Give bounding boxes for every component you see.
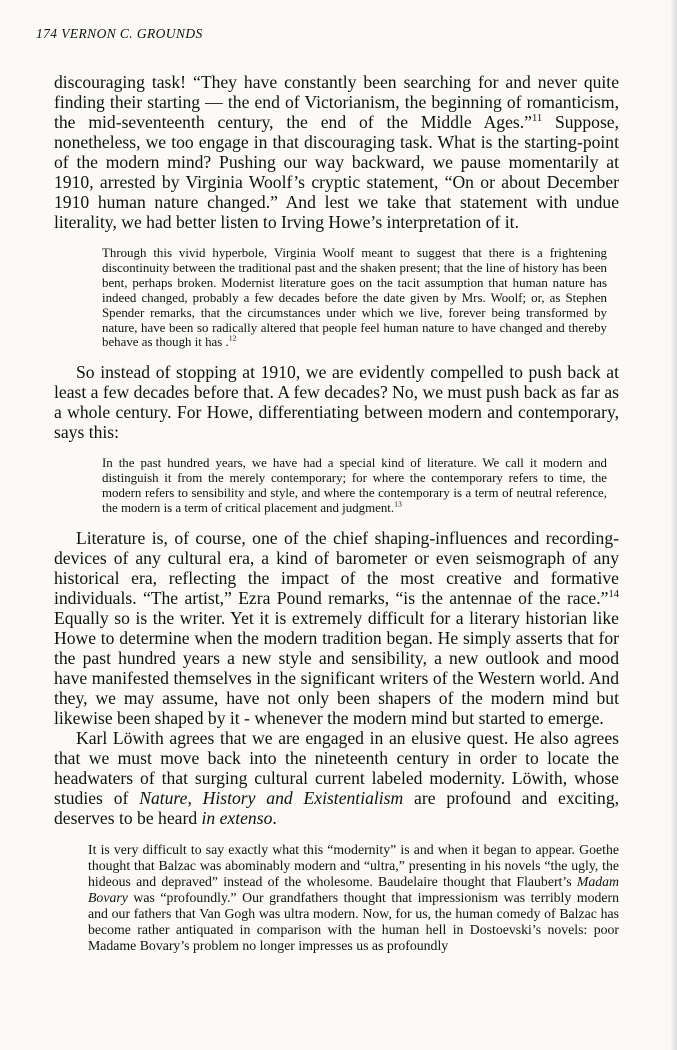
- text-segment: In the past hundred years, we have had a special kind of literature. We call it modern and distinguish it from the merely contemporary; for where the contemporary refers to time, the modern refers to sensibility and style, and where the contemporary is a term of neutral reference, the modern is a term of critical placement and judgment.: [102, 456, 607, 516]
- italic-text: Madam Bovary: [88, 873, 619, 905]
- footnote-ref: 13: [394, 499, 402, 509]
- block-quote-text: [88, 842, 619, 954]
- footnote-ref: 12: [228, 334, 237, 344]
- running-head: 174 VERNON C. GROUNDS: [36, 26, 203, 41]
- paragraph: [54, 728, 619, 828]
- block-quote-text: [102, 456, 607, 516]
- block-quote: [102, 246, 607, 350]
- paragraph: [54, 362, 619, 442]
- text-segment: So instead of stopping at 1910, we are evidently compelled to push back at least a few decades before that. A few decades? No, we must push back as far as a whole century. For Howe, differentiating between modern and contemporary, says this:: [54, 362, 619, 443]
- text-segment: Through this vivid hyperbole, Virginia Woolf meant to suggest that there is a frightening discontinuity between the traditional past and the shaken present; that the line of history has been bent, perhaps broken. Modernist literature goes on the tacit assumption that human nature has indeed changed, probably a few decades before the date given by Mrs. Woolf; or, as Stephen Spender remarks, that the circumstances under which we live, forever being transformed by nature, have been so radically altered that people feel human nature to have changed and thereby behave as though it has .: [102, 246, 607, 350]
- text-segment: are profound and exciting, deserves to be heard: [54, 787, 620, 828]
- text-segment: .: [272, 807, 277, 828]
- page-body: [54, 72, 619, 966]
- block-quote: [88, 842, 619, 954]
- italic-text: in extenso: [201, 807, 273, 828]
- italic-text: Nature, History and Existentialism: [139, 787, 404, 808]
- text-segment: It is very difficult to say exactly what this “modernity” is and when it began to appear. Goethe thought that Balzac was abominably modern and “ultra,” presenting in his novels “the ugly, the hideous and depraved” instead of the wholesome. Baudelaire thought that Flaubert’s: [88, 841, 619, 889]
- text-segment: discouraging task! “They have constantly been searching for and never quite finding their starting — the end of Victorianism, the beginning of romanticism, the mid-seventeenth century, the end of the Middle Ages.”: [54, 72, 619, 132]
- paragraph: [54, 72, 619, 232]
- text-segment: was “profoundly.” Our grandfathers thought that impressionism was terribly modern and our fathers that Van Gogh was ultra modern. Now, for us, the human comedy of Balzac has become rather antiquated in comparison with the human hell in Dostoevski’s novels: poor Madame Bovary’s problem no longer impresses us as profoundly: [88, 889, 619, 953]
- block-quote: [102, 456, 607, 516]
- text-segment: Literature is, of course, one of the chief shaping-influences and recording-devices of any cultural era, a kind of barometer or even seismograph of any historical era, reflecting the impact of the most creative and formative individuals. “The artist,” Ezra Pound remarks, “is the antennae of the race.”: [54, 527, 619, 608]
- text-segment: Suppose, nonetheless, we too engage in that discouraging task. What is the starting-point of the modern mind? Pushing our way backward, we pause momentarily at 1910, arrested by Virginia Woolf’s cryptic statement, “On or about December 1910 human nature changed.” And lest we take that statement with undue literality, we had better listen to Irving Howe’s interpretation of it.: [54, 112, 619, 232]
- footnote-ref: 11: [531, 113, 543, 125]
- text-segment: Equally so is the writer. Yet it is extremely difficult for a literary historian like Howe to determine when the modern tradition began. He simply asserts that for the past hundred years a new style and sensibility, a new outlook and mood have manifested themselves in the significant writers of the Western world. And they, we may assume, have not only been shapers of the modern mind but likewise been shaped by it - whenever the modern mind but started to emerge.: [54, 607, 619, 728]
- paragraph: [54, 528, 619, 728]
- text-segment: Karl Löwith agrees that we are engaged in an elusive quest. He also agrees that we must move back into the nineteenth century in order to locate the headwaters of that surging cultural current labeled modernity. Löwith, whose studies of: [54, 727, 619, 808]
- page-edge-shadow: [671, 0, 677, 1050]
- block-quote-text: [102, 246, 607, 350]
- footnote-ref: 14: [608, 589, 619, 601]
